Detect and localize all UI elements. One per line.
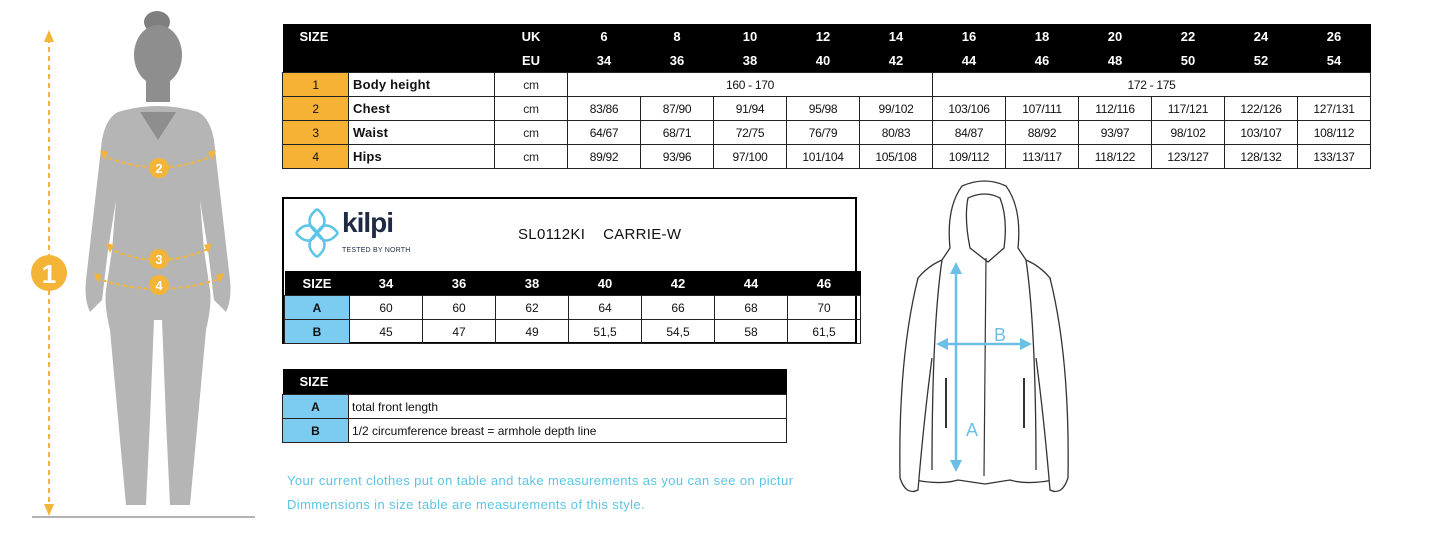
- cell: 60: [423, 296, 496, 320]
- cell: 91/94: [714, 97, 787, 121]
- size-chart-table: [282, 24, 1371, 169]
- table-row: [283, 395, 787, 419]
- cell: 70: [788, 296, 861, 320]
- eu-size: 42: [860, 48, 933, 73]
- cell: 113/117: [1006, 145, 1079, 169]
- cell: 62: [496, 296, 569, 320]
- marker-3: [149, 249, 169, 269]
- uk-size: 24: [1225, 24, 1298, 48]
- body-measurement-figure: [0, 0, 270, 541]
- row-unit: cm: [495, 73, 568, 97]
- product-size: 34: [350, 271, 423, 296]
- product-name: CARRIE-W: [603, 226, 682, 243]
- table-row: [283, 97, 1371, 121]
- brand-tagline: TESTED BY NORTH: [342, 247, 411, 254]
- cell: 122/126: [1225, 97, 1298, 121]
- product-size-table: [284, 271, 861, 344]
- table-row: [283, 419, 787, 443]
- row-key: B: [285, 320, 350, 344]
- uk-size: 18: [1006, 24, 1079, 48]
- height-range: 172 - 175: [933, 73, 1371, 97]
- instruction-note: Your current clothes put on table and take measurements as you can see on pictur: [287, 473, 794, 488]
- row-label: Hips: [349, 145, 495, 169]
- cell: 117/121: [1152, 97, 1225, 121]
- cell: 103/106: [933, 97, 1006, 121]
- uk-size: 22: [1152, 24, 1225, 48]
- cell: 133/137: [1298, 145, 1371, 169]
- row-key: B: [283, 419, 349, 443]
- size-chart-eu-row: [283, 48, 1371, 73]
- cell: 93/97: [1079, 121, 1152, 145]
- height-range: 160 - 170: [568, 73, 933, 97]
- cell: 60: [350, 296, 423, 320]
- cell: 58: [715, 320, 788, 344]
- cell: 66: [642, 296, 715, 320]
- eu-size: 50: [1152, 48, 1225, 73]
- size-header: SIZE: [283, 369, 787, 395]
- row-label: Body height: [349, 73, 495, 97]
- cell: 108/112: [1298, 121, 1371, 145]
- cell: 127/131: [1298, 97, 1371, 121]
- uk-size: 20: [1079, 24, 1152, 48]
- eu-size: 40: [787, 48, 860, 73]
- cell: 99/102: [860, 97, 933, 121]
- svg-text:3: 3: [155, 252, 163, 267]
- uk-size: 8: [641, 24, 714, 48]
- row-number: 4: [283, 145, 349, 169]
- cell: 98/102: [1152, 121, 1225, 145]
- table-row: [283, 73, 1371, 97]
- svg-text:2: 2: [155, 161, 163, 176]
- cell: 72/75: [714, 121, 787, 145]
- row-unit: cm: [495, 145, 568, 169]
- cell: 68: [715, 296, 788, 320]
- cell: 112/116: [1079, 97, 1152, 121]
- size-header: SIZE: [285, 271, 350, 296]
- table-row: [285, 320, 861, 344]
- table-row: [285, 296, 861, 320]
- kilpi-logo-icon: [292, 205, 342, 261]
- legend-header-row: [283, 369, 787, 395]
- cell: 54,5: [642, 320, 715, 344]
- row-label: Chest: [349, 97, 495, 121]
- marker-4: [149, 275, 169, 295]
- cell: 109/112: [933, 145, 1006, 169]
- cell: 64/67: [568, 121, 641, 145]
- eu-size: 46: [1006, 48, 1079, 73]
- row-description: 1/2 circumference breast = armhole depth line: [349, 419, 787, 443]
- cell: 47: [423, 320, 496, 344]
- dimension-note: Dimmensions in size table are measurements of this style.: [287, 497, 646, 512]
- row-number: 3: [283, 121, 349, 145]
- cell: 128/132: [1225, 145, 1298, 169]
- product-header: [284, 199, 855, 271]
- cell: 61,5: [788, 320, 861, 344]
- marker-1: [31, 255, 67, 291]
- cell: 80/83: [860, 121, 933, 145]
- eu-size: 34: [568, 48, 641, 73]
- cell: 51,5: [569, 320, 642, 344]
- product-size-header-row: [285, 271, 861, 296]
- cell: 87/90: [641, 97, 714, 121]
- product-size-box: [282, 197, 857, 344]
- cell: 103/107: [1225, 121, 1298, 145]
- eu-size: 44: [933, 48, 1006, 73]
- uk-size: 16: [933, 24, 1006, 48]
- cell: 101/104: [787, 145, 860, 169]
- size-header: SIZE: [283, 24, 495, 48]
- product-size: 42: [642, 271, 715, 296]
- jacket-label-b: B: [994, 325, 1007, 345]
- svg-text:4: 4: [155, 278, 163, 293]
- cell: 93/96: [641, 145, 714, 169]
- uk-size: 26: [1298, 24, 1371, 48]
- uk-size: 12: [787, 24, 860, 48]
- cell: 64: [569, 296, 642, 320]
- eu-size: 48: [1079, 48, 1152, 73]
- svg-text:1: 1: [41, 259, 57, 289]
- cell: 118/122: [1079, 145, 1152, 169]
- brand-logo: kilpi: [342, 207, 394, 238]
- product-size: 36: [423, 271, 496, 296]
- eu-label: EU: [495, 48, 568, 73]
- cell: 95/98: [787, 97, 860, 121]
- table-row: [283, 145, 1371, 169]
- uk-size: 6: [568, 24, 641, 48]
- size-chart-uk-row: [283, 24, 1371, 48]
- row-label: Waist: [349, 121, 495, 145]
- cell: 123/127: [1152, 145, 1225, 169]
- cell: 84/87: [933, 121, 1006, 145]
- row-description: total front length: [349, 395, 787, 419]
- row-key: A: [285, 296, 350, 320]
- eu-size: 52: [1225, 48, 1298, 73]
- product-size: 38: [496, 271, 569, 296]
- eu-size: 36: [641, 48, 714, 73]
- measurement-legend-table: [282, 369, 787, 443]
- jacket-label-a: A: [966, 420, 979, 440]
- uk-size: 10: [714, 24, 787, 48]
- row-unit: cm: [495, 97, 568, 121]
- uk-label: UK: [495, 24, 568, 48]
- product-size: 40: [569, 271, 642, 296]
- row-number: 2: [283, 97, 349, 121]
- product-size: 46: [788, 271, 861, 296]
- product-size: 44: [715, 271, 788, 296]
- cell: 76/79: [787, 121, 860, 145]
- marker-2: [149, 158, 169, 178]
- row-number: 1: [283, 73, 349, 97]
- cell: 83/86: [568, 97, 641, 121]
- eu-size: 38: [714, 48, 787, 73]
- uk-size: 14: [860, 24, 933, 48]
- product-code: SL0112KI: [518, 226, 586, 243]
- product-title: [518, 226, 681, 243]
- table-row: [283, 121, 1371, 145]
- cell: 49: [496, 320, 569, 344]
- cell: 107/111: [1006, 97, 1079, 121]
- jacket-diagram: [890, 178, 1080, 500]
- cell: 97/100: [714, 145, 787, 169]
- row-key: A: [283, 395, 349, 419]
- row-unit: cm: [495, 121, 568, 145]
- eu-size: 54: [1298, 48, 1371, 73]
- cell: 45: [350, 320, 423, 344]
- cell: 105/108: [860, 145, 933, 169]
- cell: 68/71: [641, 121, 714, 145]
- cell: 89/92: [568, 145, 641, 169]
- cell: 88/92: [1006, 121, 1079, 145]
